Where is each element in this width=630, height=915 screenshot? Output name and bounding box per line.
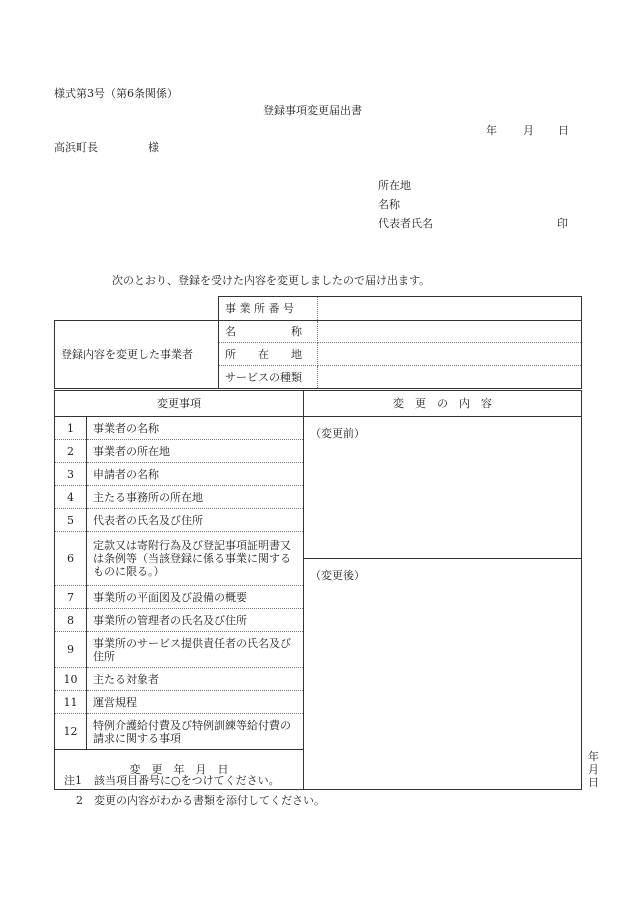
applicant-address-label: 所在地 [378, 179, 411, 192]
applicant-rep-label: 代表者氏名 [378, 217, 433, 230]
note-1-text: 該当項目番号に○をつけてください。 [94, 774, 280, 787]
after-change-label: （変更後） [310, 569, 365, 582]
change-item[interactable]: 事業者の所在地 [87, 440, 304, 463]
change-date-label: 変 更 年 月 日 [55, 750, 304, 790]
date-year-label: 年 [486, 124, 497, 137]
after-change-cell[interactable] [304, 559, 582, 790]
changes-table: 変更事項 変 更 の 内 容 1 事業者の名称 （変更前） 2 事業者の所在地 3 申請者の名称 4 主たる事務所の所在地 5 代表者の氏名及び住所 6 定款又は寄附行為及び登記事項証明書又は条例等（当該登録に係る事業に関するものに限る。） （変更後） 7 事業所の平面図及び設備の概要 8 事業所の管理者の氏名及び住所 9 事業所のサービス提供責任者の氏名及び住所 10 主たる対象者 11 運営規程 12 特例介護給付費及び特例訓練等給付費の請求に関する事項 変 更 年 月 日 年 月 日 [54, 390, 582, 790]
item-number: 4 [55, 486, 87, 509]
before-change-label: （変更前） [310, 427, 365, 440]
item-number: 5 [55, 509, 87, 532]
change-item[interactable]: 主たる事務所の所在地 [87, 486, 304, 509]
office-address-field[interactable] [318, 343, 582, 366]
change-item[interactable]: 事業所の管理者の氏名及び住所 [87, 609, 304, 632]
service-type-field[interactable] [318, 366, 582, 389]
changes-contents-header: 変 更 の 内 容 [304, 391, 582, 417]
item-number: 8 [55, 609, 87, 632]
change-item[interactable]: 主たる対象者 [87, 668, 304, 691]
office-name-label: 名 称 [219, 321, 318, 343]
change-item[interactable]: 事業者の名称 [87, 417, 304, 440]
office-name-field[interactable] [318, 321, 582, 343]
note-2-text: 変更の内容がわかる書類を添付してください。 [94, 794, 325, 807]
addressee: 高浜町長 [54, 141, 98, 154]
change-item[interactable]: 事業所のサービス提供責任者の氏名及び住所 [87, 632, 304, 668]
applicant-name-label: 名称 [378, 198, 400, 211]
office-table [54, 296, 582, 389]
service-type-label: サービスの種類 [219, 366, 318, 389]
change-item[interactable]: 特例介護給付費及び特例訓練等給付費の請求に関する事項 [87, 714, 304, 750]
item-number: 10 [55, 668, 87, 691]
office-number-label: 事 業 所 番 号 [219, 297, 318, 321]
seal-mark: 印 [557, 217, 568, 230]
item-number: 12 [55, 714, 87, 750]
date-day-label: 日 [558, 124, 569, 137]
item-number: 1 [55, 417, 87, 440]
blank-cell [55, 297, 219, 321]
change-item[interactable]: 運営規程 [87, 691, 304, 714]
intro-text: 次のとおり、登録を受けた内容を変更しましたので届け出ます。 [112, 274, 431, 287]
item-number: 9 [55, 632, 87, 668]
item-number: 6 [55, 532, 87, 586]
change-item[interactable]: 申請者の名称 [87, 463, 304, 486]
group-label: 登録内容を変更した事業者 [55, 321, 219, 389]
date-month-label: 月 [523, 124, 534, 137]
office-address-label: 所 在 地 [219, 343, 318, 366]
item-number: 7 [55, 586, 87, 609]
item-number: 2 [55, 440, 87, 463]
change-item[interactable]: 代表者の氏名及び住所 [87, 509, 304, 532]
form-number: 様式第3号（第6条関係） [54, 87, 178, 100]
item-number: 3 [55, 463, 87, 486]
change-item[interactable]: 定款又は寄附行為及び登記事項証明書又は条例等（当該登録に係る事業に関するものに限る。） [87, 532, 304, 586]
office-number-field[interactable] [318, 297, 582, 321]
honorific: 様 [148, 141, 159, 154]
change-item[interactable]: 事業所の平面図及び設備の概要 [87, 586, 304, 609]
item-number: 11 [55, 691, 87, 714]
form-title: 登録事項変更届出書 [263, 104, 362, 117]
before-change-cell[interactable] [304, 417, 582, 559]
changes-items-header: 変更事項 [55, 391, 304, 417]
note-2-label: 2 [76, 794, 83, 807]
note-1-label: 注1 [64, 774, 82, 787]
